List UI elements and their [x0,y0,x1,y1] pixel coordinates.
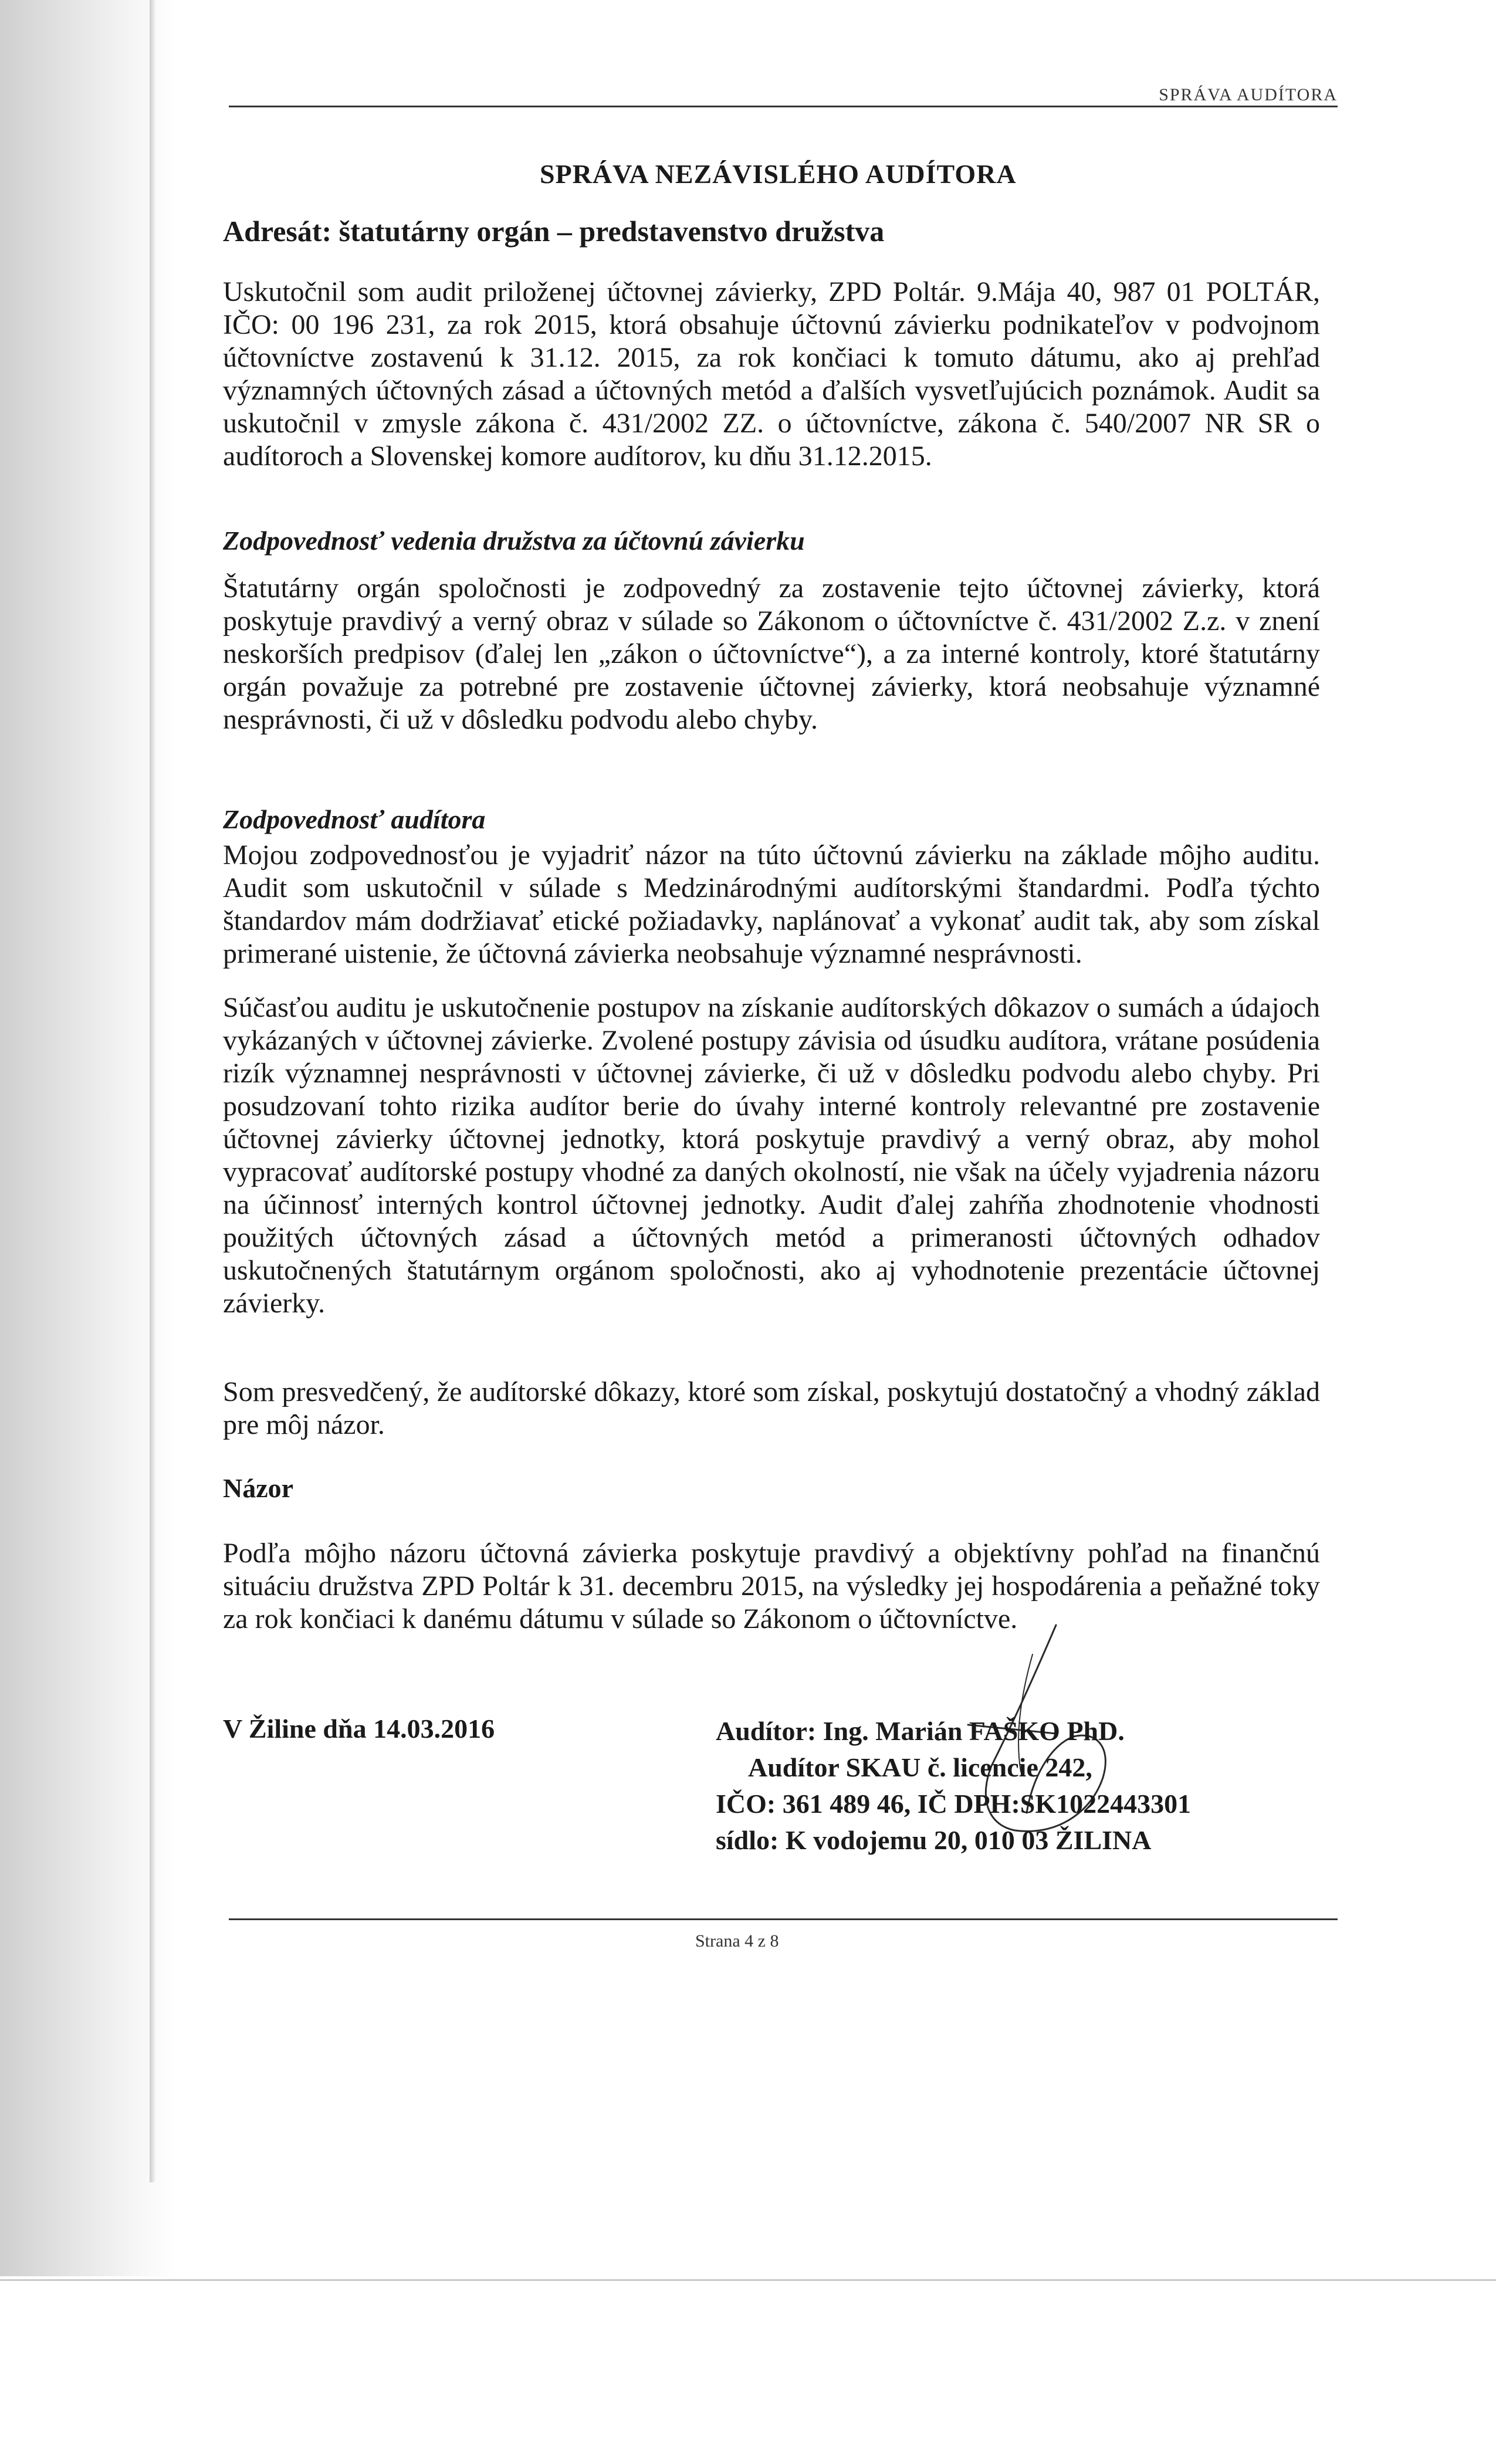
intro-paragraph: Uskutočnil som audit priloženej účtovnej závierky, ZPD Poltár. 9.Mája 40, 987 01 POLTÁR, IČO: 00 196 231, za rok 2015, ktorá obsahuje účtovnú závierku podnikateľov v podvojnom účtovníctve zostavenú k 31.12. 2015, za rok končiaci k tomuto dátumu, ako aj prehľad významných účtovných zásad a účtovných metód a ďalších vysvetľujúcich poznámok. Audit sa uskutočnil v zmysle zákona č. 431/2002 ZZ. o účtovníctve, zákona č. 540/2007 NR SR o audítoroch a Slovenskej komore audítorov, ku dňu 31.12.2015. [223,276,1320,472]
auditor-responsibility-text-1: Mojou zodpovednosťou je vyjadriť názor na túto účtovnú závierku na základe môjho auditu. Audit som uskutočnil v súlade s Medzinárodnými audítorskými štandardmi. Podľa týchto štandardov mám dodržiavať etické požiadavky, naplánovať a vykonať audit tak, aby som získal primerané uistenie, že účtovná závierka neobsahuje významné nesprávnosti. [223,840,1320,969]
auditor-address: sídlo: K vodojemu 20, 010 03 ŽILINA [716,1825,1152,1855]
addressee: Adresát: štatutárny orgán – predstavenstvo družstva [223,215,885,248]
auditor-license: Audítor SKAU č. licencie 242, [748,1752,1092,1782]
opinion-heading: Názor [223,1473,294,1503]
scan-page-edge [0,2279,1496,2281]
place-and-date: V Žiline dňa 14.03.2016 [223,1714,495,1744]
running-header: SPRÁVA AUDÍTORA [1159,85,1338,104]
auditor-responsibility-text-2: Súčasťou auditu je uskutočnenie postupov na získanie audítorských dôkazov o sumách a údajoch vykázaných v účtovnej závierke. Zvolené postupy závisia od úsudku audítora, vrátane posúdenia rizík významnej nesprávnosti v účtovnej závierke, či už v dôsledku podvodu alebo chyby. Pri posudzovaní tohto rizika audítor berie do úvahy interné kontroly relevantné pre zostavenie účtovnej závierky účtovnej jednotky, ktorá poskytuje pravdivý a verný obraz, aby mohol vypracovať audítorské postupy vhodné za daných okolností, nie však na účely vyjadrenia názoru na účinnosť interných kontrol účtovnej jednotky. Audit ďalej zahŕňa zhodnotenie vhodnosti použitých účtovných zásad a účtovných metód a primeranosti účtovných odhadov uskutočnených štatutárnym orgánom spoločnosti, ako aj vyhodnotenie prezentácie účtovnej závierky. [223,992,1320,1319]
footer-rule [229,1918,1338,1920]
scan-bottom-margin [0,2276,1496,2464]
management-responsibility-heading: Zodpovednosť vedenia družstva za účtovnú závierku [223,526,805,556]
scan-edge [150,0,155,2182]
document-title: SPRÁVA NEZÁVISLÉHO AUDÍTORA [540,159,1017,189]
auditor-signature-block [716,1713,1191,1859]
management-responsibility-text: Štatutárny orgán spoločnosti je zodpovedný za zostavenie tejto účtovnej závierky, ktorá poskytuje pravdivý a verný obraz v súlade so Zákonom o účtovníctve č. 431/2002 Z.z. v znení neskorších predpisov (ďalej len „zákon o účtovníctve“), a za interné kontroly, ktoré štatutárny orgán považuje za potrebné pre zostavenie účtovnej závierky, ktorá neobsahuje významné nesprávnosti, či už v dôsledku podvodu alebo chyby. [223,573,1320,735]
page-number: Strana 4 z 8 [695,1931,779,1951]
auditor-name: Audítor: Ing. Marián FAŠKO PhD. [716,1716,1125,1746]
auditor-responsibility-heading: Zodpovednosť audítora [223,804,486,834]
header-rule [229,106,1338,107]
auditor-tax-ids: IČO: 361 489 46, IČ DPH:SK1022443301 [716,1789,1192,1819]
opinion-text: Podľa môjho názoru účtovná závierka poskytuje pravdivý a objektívny pohľad na finančnú situáciu družstva ZPD Poltár k 31. decembru 2015, na výsledky jej hospodárenia a peňažné toky za rok končiaci k danému dátumu v súlade so Zákonom o účtovníctve. [223,1538,1320,1634]
auditor-responsibility-text-3: Som presvedčený, že audítorské dôkazy, ktoré som získal, poskytujú dostatočný a vhodný základ pre môj názor. [223,1376,1320,1440]
document-page [176,0,1338,2276]
